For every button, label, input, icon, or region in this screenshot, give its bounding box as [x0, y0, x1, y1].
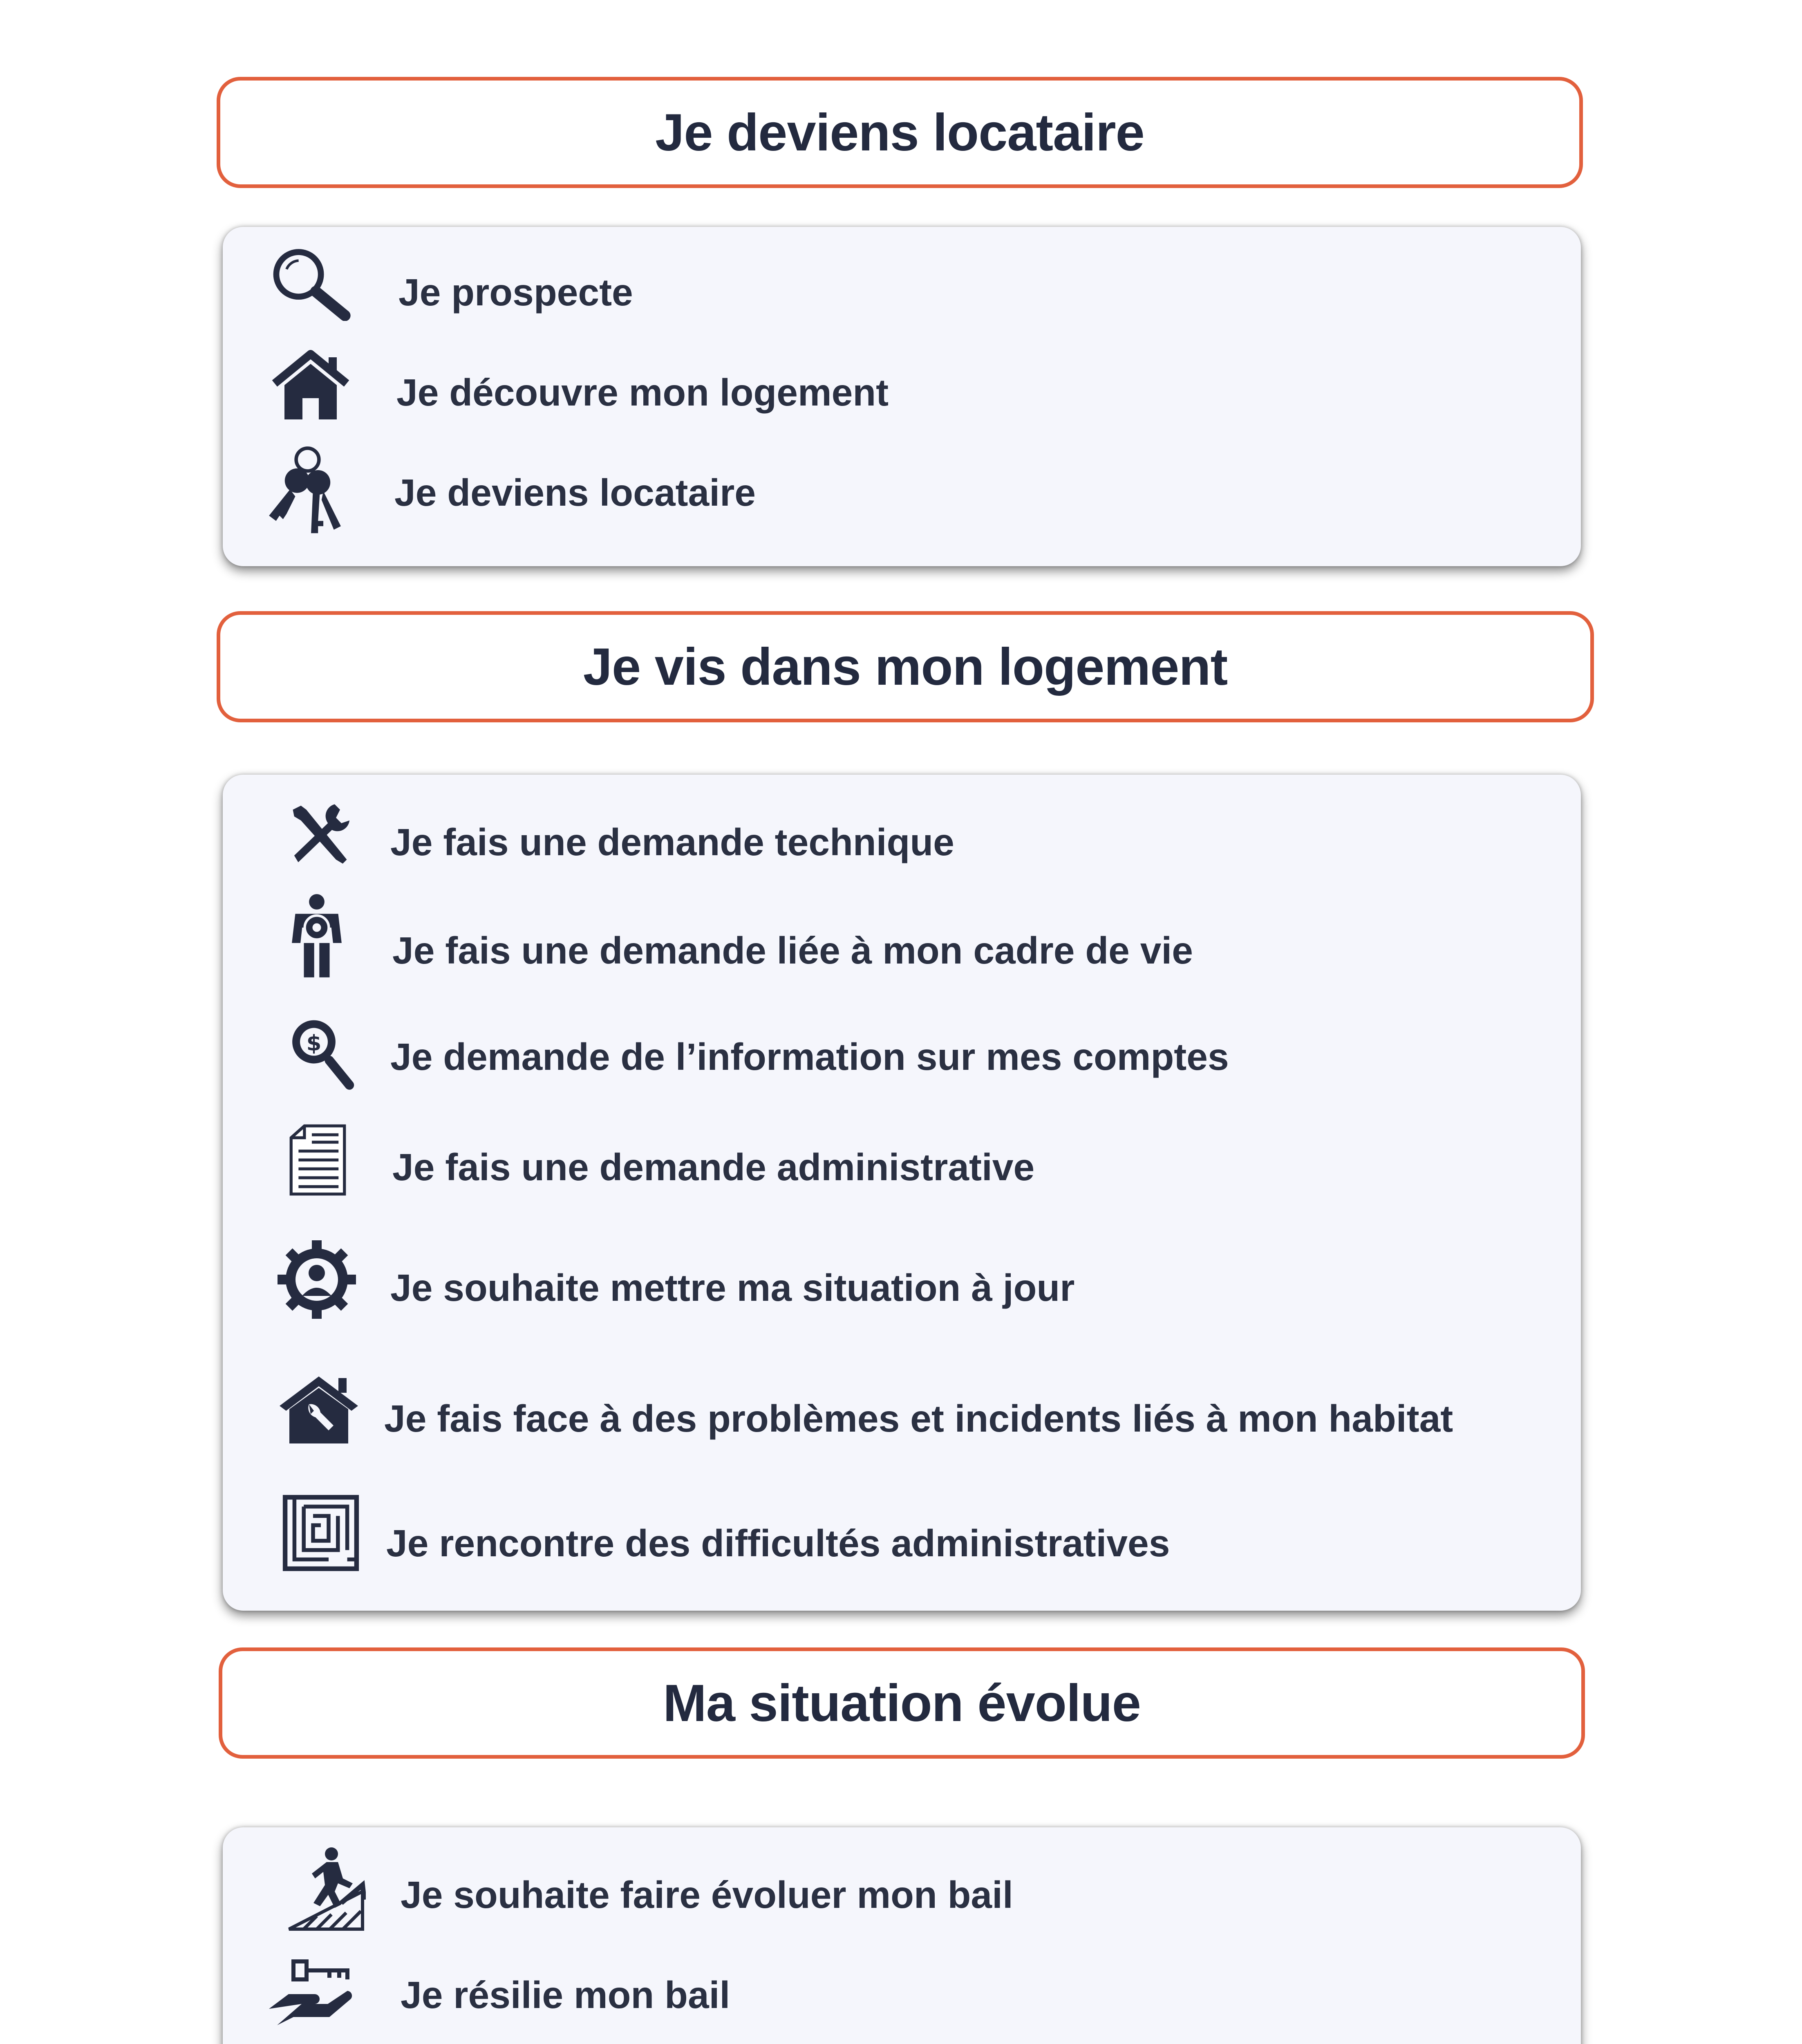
dollar-magnifier-icon: [286, 1014, 356, 1091]
house-wrench-icon: [278, 1372, 360, 1445]
section-header-2: [217, 611, 1594, 722]
list-item[interactable]: [401, 1972, 730, 2017]
list-item[interactable]: [384, 1396, 1453, 1441]
document-icon: [288, 1122, 347, 1198]
list-item[interactable]: [386, 1521, 1170, 1566]
item-label: Je fais face à des problèmes et incidents liés à mon habitat: [384, 1397, 1453, 1440]
list-item[interactable]: [398, 270, 633, 315]
section-title: Je vis dans mon logement: [583, 637, 1228, 696]
item-label: Je fais une demande liée à mon cadre de vie: [392, 929, 1193, 972]
list-item[interactable]: [390, 820, 954, 865]
item-label: Je fais une demande technique: [390, 820, 954, 863]
climbing-stairs-icon: [284, 1846, 366, 1932]
list-item[interactable]: [392, 1145, 1034, 1190]
item-label: Je deviens locataire: [394, 471, 756, 514]
gear-person-icon: [276, 1239, 358, 1320]
item-label: Je découvre mon logement: [396, 371, 889, 414]
person-gear-icon: [286, 893, 347, 979]
list-item[interactable]: [390, 1265, 1074, 1310]
item-label: Je souhaite mettre ma situation à jour: [390, 1266, 1075, 1309]
section-title: Ma situation évolue: [663, 1674, 1141, 1732]
search-icon: [268, 243, 354, 321]
item-label: Je prospecte: [398, 271, 633, 314]
list-item[interactable]: [401, 1872, 1013, 1917]
list-item[interactable]: [396, 370, 889, 415]
item-label: Je rencontre des difficultés administratives: [386, 1522, 1170, 1564]
house-icon: [270, 347, 351, 421]
tools-icon: [286, 799, 354, 869]
section-title: Je deviens locataire: [655, 103, 1144, 162]
section-header-3: [219, 1647, 1585, 1759]
list-item[interactable]: [390, 1034, 1229, 1079]
svg-text:$: $: [306, 1031, 322, 1056]
item-label: Je fais une demande administrative: [392, 1145, 1035, 1188]
list-item[interactable]: [392, 928, 1193, 973]
maze-icon: [282, 1494, 360, 1572]
section-header-1: [217, 77, 1583, 188]
item-label: Je souhaite faire évoluer mon bail: [401, 1873, 1013, 1916]
keys-icon: [264, 446, 351, 538]
item-label: Je résilie mon bail: [401, 1973, 730, 2016]
list-item[interactable]: [394, 470, 756, 515]
section-panel-2: [223, 775, 1581, 1611]
item-label: Je demande de l’information sur mes comptes: [390, 1035, 1229, 1078]
hand-key-icon: [266, 1958, 356, 2028]
